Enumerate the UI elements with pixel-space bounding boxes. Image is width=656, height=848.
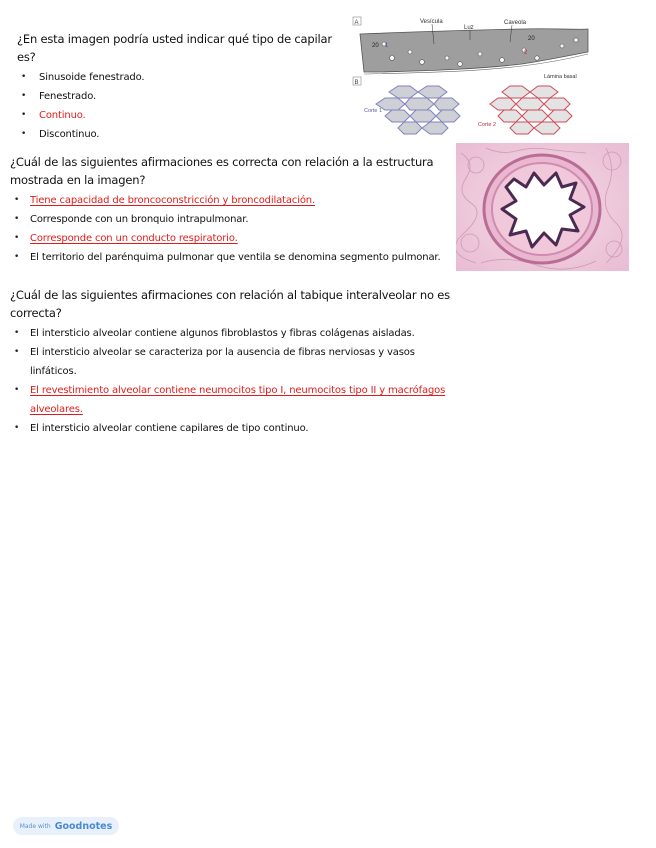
- made-with-text: Made with: [19, 822, 51, 830]
- option-item-correct: • Corresponde con un conducto respiratorio.: [10, 229, 455, 248]
- label-luz: Luz: [464, 25, 474, 31]
- panel-b-label: B: [354, 80, 359, 86]
- option-item: • Fenestrado.: [17, 87, 337, 106]
- histology-image: [456, 143, 629, 271]
- label-corte-2: Corte 2: [478, 122, 497, 128]
- option-item: • El intersticio alveolar contiene capilares de tipo continuo.: [10, 419, 460, 438]
- label-caveola: Caveola: [504, 20, 527, 26]
- label-2: 2: [524, 50, 528, 56]
- question-2: [10, 153, 455, 267]
- question-1-options: [17, 68, 337, 144]
- question-1: [17, 30, 337, 144]
- question-1-text: ¿En esta imagen podría usted indicar qué tipo de capilar es?: [17, 32, 332, 64]
- option-item: • Discontinuo.: [17, 125, 337, 144]
- hexagon-grid-corte-2: [490, 86, 572, 134]
- label-corte-1: Corte 1: [364, 108, 383, 114]
- label-vesicula: Vesícula: [420, 19, 443, 25]
- label-1: 1: [385, 43, 389, 49]
- hexagon-grid-corte-1: [376, 86, 460, 134]
- option-item-correct: • Tiene capacidad de broncoconstricción y broncodilatación.: [10, 191, 455, 210]
- question-3-options: [10, 324, 460, 438]
- capillary-wall: [360, 29, 588, 72]
- panel-a-label: A: [354, 20, 359, 26]
- goodnotes-logo-text: Goodnotes: [54, 820, 113, 832]
- question-2-options: [10, 191, 455, 267]
- option-item: • Sinusoide fenestrado.: [17, 68, 337, 87]
- option-item: • El intersticio alveolar se caracteriza por la ausencia de fibras nerviosas y vasos linfáticos.: [10, 343, 460, 381]
- option-item-correct: • El revestimiento alveolar contiene neumocitos tipo I, neumocitos tipo II y macrófagos alveolares.: [10, 381, 460, 419]
- capillary-diagram: [352, 14, 590, 140]
- option-item: • El intersticio alveolar contiene algunos fibroblastos y fibras colágenas aisladas.: [10, 324, 460, 343]
- question-3: [10, 286, 460, 438]
- goodnotes-badge[interactable]: [13, 817, 119, 835]
- label-lamina-basal: Lámina basal: [544, 74, 577, 80]
- question-2-text: ¿Cuál de las siguientes afirmaciones es correcta con relación a la estructura mostrada en la imagen?: [10, 155, 434, 187]
- option-item: • El territorio del parénquima pulmonar que ventila se denomina segmento pulmonar.: [10, 248, 455, 267]
- label-20-left: 20: [372, 43, 379, 49]
- option-item-correct: • Continuo.: [17, 106, 337, 125]
- label-20-right: 20: [528, 36, 535, 42]
- option-item: • Corresponde con un bronquio intrapulmonar.: [10, 210, 455, 229]
- question-3-text: ¿Cuál de las siguientes afirmaciones con relación al tabique interalveolar no es correcta?: [10, 288, 450, 320]
